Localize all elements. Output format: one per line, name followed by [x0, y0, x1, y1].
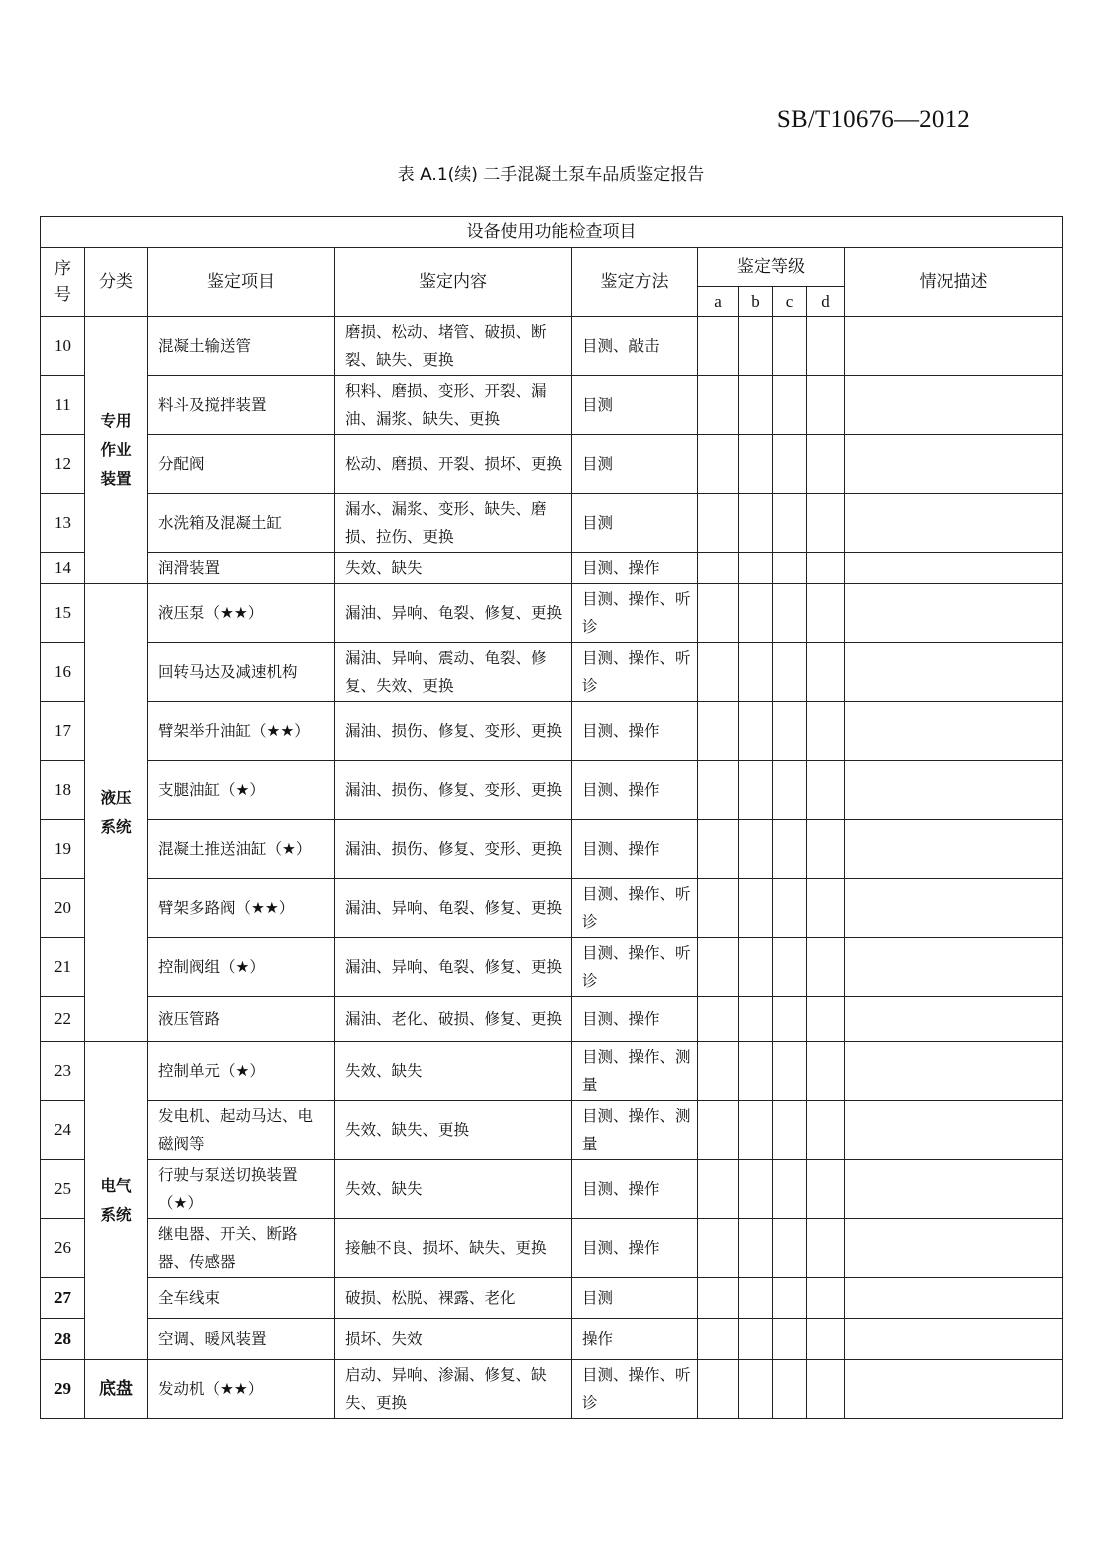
standard-code: SB/T10676—2012 — [776, 106, 970, 133]
content-cell: 启动、异响、渗漏、修复、缺失、更换 — [335, 1360, 572, 1419]
description-cell — [845, 997, 1063, 1042]
grade-a-cell — [698, 584, 739, 643]
grade-c-cell — [773, 820, 807, 879]
content-cell: 漏油、异响、震动、龟裂、修复、失效、更换 — [335, 643, 572, 702]
table-row — [41, 494, 1063, 553]
content-cell: 漏油、异响、龟裂、修复、更换 — [335, 879, 572, 938]
content-cell: 漏水、漏浆、变形、缺失、磨损、拉伤、更换 — [335, 494, 572, 553]
table-row — [41, 1101, 1063, 1160]
table-row — [41, 643, 1063, 702]
description-cell — [845, 435, 1063, 494]
method-cell: 操作 — [572, 1319, 698, 1360]
table-row — [41, 553, 1063, 584]
description-cell — [845, 761, 1063, 820]
row-number: 12 — [41, 435, 85, 494]
grade-c-cell — [773, 1278, 807, 1319]
section-title: 设备使用功能检查项目 — [41, 217, 1063, 248]
row-number: 11 — [41, 376, 85, 435]
grade-a-cell — [698, 553, 739, 584]
row-number: 20 — [41, 879, 85, 938]
item-cell: 控制单元（★） — [148, 1042, 335, 1101]
description-cell — [845, 584, 1063, 643]
grade-a-cell — [698, 879, 739, 938]
method-cell: 目测、操作 — [572, 820, 698, 879]
category-cell: 电气系统 — [85, 1042, 148, 1360]
table-row — [41, 938, 1063, 997]
method-cell: 目测 — [572, 494, 698, 553]
row-number: 29 — [41, 1360, 85, 1419]
description-cell — [845, 317, 1063, 376]
description-cell — [845, 1042, 1063, 1101]
row-number: 10 — [41, 317, 85, 376]
row-number: 21 — [41, 938, 85, 997]
method-cell: 目测、操作、测量 — [572, 1042, 698, 1101]
grade-d-cell — [807, 1219, 845, 1278]
description-cell — [845, 1160, 1063, 1219]
grade-b-cell — [739, 1160, 773, 1219]
grade-c-cell — [773, 938, 807, 997]
content-cell: 松动、磨损、开裂、损坏、更换 — [335, 435, 572, 494]
header-category: 分类 — [85, 248, 148, 317]
row-number: 26 — [41, 1219, 85, 1278]
grade-d-cell — [807, 643, 845, 702]
header-seq: 序号 — [41, 248, 85, 317]
method-cell: 目测、操作 — [572, 997, 698, 1042]
item-cell: 发动机（★★） — [148, 1360, 335, 1419]
description-cell — [845, 1219, 1063, 1278]
grade-d-cell — [807, 761, 845, 820]
grade-d-cell — [807, 1101, 845, 1160]
grade-b-cell — [739, 702, 773, 761]
grade-b-cell — [739, 938, 773, 997]
item-cell: 发电机、起动马达、电磁阀等 — [148, 1101, 335, 1160]
row-number: 25 — [41, 1160, 85, 1219]
content-cell: 漏油、损伤、修复、变形、更换 — [335, 761, 572, 820]
table-row — [41, 1042, 1063, 1101]
method-cell: 目测、操作 — [572, 702, 698, 761]
description-cell — [845, 1319, 1063, 1360]
item-cell: 回转马达及减速机构 — [148, 643, 335, 702]
grade-d-cell — [807, 938, 845, 997]
grade-b-cell — [739, 317, 773, 376]
grade-c-cell — [773, 1360, 807, 1419]
row-number: 27 — [41, 1278, 85, 1319]
row-number: 15 — [41, 584, 85, 643]
grade-d-cell — [807, 317, 845, 376]
content-cell: 失效、缺失、更换 — [335, 1101, 572, 1160]
description-cell — [845, 643, 1063, 702]
row-number: 18 — [41, 761, 85, 820]
table-row — [41, 376, 1063, 435]
grade-c-cell — [773, 1319, 807, 1360]
grade-b-cell — [739, 553, 773, 584]
item-cell: 支腿油缸（★） — [148, 761, 335, 820]
content-cell: 漏油、异响、龟裂、修复、更换 — [335, 938, 572, 997]
grade-c-cell — [773, 584, 807, 643]
header-method: 鉴定方法 — [572, 248, 698, 317]
method-cell: 目测、操作、听诊 — [572, 1360, 698, 1419]
method-cell: 目测 — [572, 435, 698, 494]
row-number: 13 — [41, 494, 85, 553]
grade-b-cell — [739, 997, 773, 1042]
method-cell: 目测、操作、听诊 — [572, 938, 698, 997]
grade-c-cell — [773, 1101, 807, 1160]
header-content: 鉴定内容 — [335, 248, 572, 317]
content-cell: 漏油、损伤、修复、变形、更换 — [335, 702, 572, 761]
table-row — [41, 1219, 1063, 1278]
table-row — [41, 879, 1063, 938]
header-grade-d: d — [807, 287, 845, 317]
item-cell: 料斗及搅拌装置 — [148, 376, 335, 435]
table-row — [41, 997, 1063, 1042]
method-cell: 目测 — [572, 376, 698, 435]
table-row — [41, 435, 1063, 494]
grade-d-cell — [807, 1160, 845, 1219]
category-cell: 液压系统 — [85, 584, 148, 1042]
grade-b-cell — [739, 494, 773, 553]
grade-c-cell — [773, 643, 807, 702]
description-cell — [845, 938, 1063, 997]
grade-d-cell — [807, 1042, 845, 1101]
description-cell — [845, 553, 1063, 584]
grade-b-cell — [739, 376, 773, 435]
content-cell: 漏油、老化、破损、修复、更换 — [335, 997, 572, 1042]
grade-a-cell — [698, 1319, 739, 1360]
grade-a-cell — [698, 1360, 739, 1419]
header-grade: 鉴定等级 — [698, 248, 845, 287]
table-row — [41, 1319, 1063, 1360]
table-row — [41, 584, 1063, 643]
grade-b-cell — [739, 1042, 773, 1101]
item-cell: 水洗箱及混凝土缸 — [148, 494, 335, 553]
grade-b-cell — [739, 879, 773, 938]
inspection-table — [40, 216, 1063, 1419]
item-cell: 空调、暖风装置 — [148, 1319, 335, 1360]
header-grade-a: a — [698, 287, 739, 317]
method-cell: 目测、操作 — [572, 1160, 698, 1219]
item-cell: 控制阀组（★） — [148, 938, 335, 997]
item-cell: 全车线束 — [148, 1278, 335, 1319]
grade-d-cell — [807, 1319, 845, 1360]
grade-c-cell — [773, 879, 807, 938]
content-cell: 失效、缺失 — [335, 1160, 572, 1219]
category-cell: 专用作业装置 — [85, 317, 148, 584]
grade-a-cell — [698, 1160, 739, 1219]
grade-a-cell — [698, 820, 739, 879]
method-cell: 目测 — [572, 1278, 698, 1319]
grade-c-cell — [773, 761, 807, 820]
item-cell: 液压泵（★★） — [148, 584, 335, 643]
table-body — [41, 217, 1063, 1419]
description-cell — [845, 1360, 1063, 1419]
grade-a-cell — [698, 494, 739, 553]
grade-a-cell — [698, 1101, 739, 1160]
grade-b-cell — [739, 435, 773, 494]
table-row — [41, 1360, 1063, 1419]
grade-b-cell — [739, 584, 773, 643]
grade-a-cell — [698, 643, 739, 702]
item-cell: 润滑装置 — [148, 553, 335, 584]
item-cell: 臂架多路阀（★★） — [148, 879, 335, 938]
row-number: 24 — [41, 1101, 85, 1160]
grade-a-cell — [698, 761, 739, 820]
content-cell: 失效、缺失 — [335, 553, 572, 584]
grade-d-cell — [807, 702, 845, 761]
grade-a-cell — [698, 317, 739, 376]
grade-c-cell — [773, 1160, 807, 1219]
header-description: 情况描述 — [845, 248, 1063, 317]
table-row — [41, 1278, 1063, 1319]
content-cell: 损坏、失效 — [335, 1319, 572, 1360]
item-cell: 液压管路 — [148, 997, 335, 1042]
row-number: 22 — [41, 997, 85, 1042]
content-cell: 破损、松脱、裸露、老化 — [335, 1278, 572, 1319]
grade-b-cell — [739, 643, 773, 702]
grade-b-cell — [739, 1219, 773, 1278]
method-cell: 目测、操作、听诊 — [572, 584, 698, 643]
table-row — [41, 317, 1063, 376]
grade-d-cell — [807, 435, 845, 494]
grade-b-cell — [739, 761, 773, 820]
grade-c-cell — [773, 435, 807, 494]
grade-b-cell — [739, 1360, 773, 1419]
description-cell — [845, 702, 1063, 761]
category-cell: 底盘 — [85, 1360, 148, 1419]
grade-c-cell — [773, 317, 807, 376]
grade-a-cell — [698, 435, 739, 494]
grade-a-cell — [698, 702, 739, 761]
grade-a-cell — [698, 376, 739, 435]
method-cell: 目测、敲击 — [572, 317, 698, 376]
method-cell: 目测、操作 — [572, 1219, 698, 1278]
item-cell: 分配阀 — [148, 435, 335, 494]
grade-d-cell — [807, 1360, 845, 1419]
table-row — [41, 702, 1063, 761]
table-row — [41, 1160, 1063, 1219]
grade-b-cell — [739, 1319, 773, 1360]
row-number: 17 — [41, 702, 85, 761]
method-cell: 目测、操作、听诊 — [572, 643, 698, 702]
description-cell — [845, 494, 1063, 553]
item-cell: 继电器、开关、断路器、传感器 — [148, 1219, 335, 1278]
table-row — [41, 761, 1063, 820]
grade-c-cell — [773, 376, 807, 435]
grade-c-cell — [773, 702, 807, 761]
grade-d-cell — [807, 1278, 845, 1319]
content-cell: 漏油、损伤、修复、变形、更换 — [335, 820, 572, 879]
grade-a-cell — [698, 1042, 739, 1101]
method-cell: 目测、操作 — [572, 553, 698, 584]
grade-a-cell — [698, 997, 739, 1042]
grade-a-cell — [698, 1219, 739, 1278]
header-item: 鉴定项目 — [148, 248, 335, 317]
item-cell: 行驶与泵送切换装置（★） — [148, 1160, 335, 1219]
table-row — [41, 820, 1063, 879]
content-cell: 失效、缺失 — [335, 1042, 572, 1101]
row-number: 16 — [41, 643, 85, 702]
item-cell: 混凝土推送油缸（★） — [148, 820, 335, 879]
method-cell: 目测、操作 — [572, 761, 698, 820]
row-number: 23 — [41, 1042, 85, 1101]
grade-a-cell — [698, 938, 739, 997]
method-cell: 目测、操作、听诊 — [572, 879, 698, 938]
grade-d-cell — [807, 997, 845, 1042]
grade-b-cell — [739, 1101, 773, 1160]
description-cell — [845, 376, 1063, 435]
description-cell — [845, 879, 1063, 938]
grade-c-cell — [773, 1042, 807, 1101]
content-cell: 磨损、松动、堵管、破损、断裂、缺失、更换 — [335, 317, 572, 376]
grade-d-cell — [807, 584, 845, 643]
grade-b-cell — [739, 820, 773, 879]
grade-d-cell — [807, 553, 845, 584]
description-cell — [845, 820, 1063, 879]
item-cell: 臂架举升油缸（★★） — [148, 702, 335, 761]
grade-d-cell — [807, 376, 845, 435]
content-cell: 接触不良、损坏、缺失、更换 — [335, 1219, 572, 1278]
method-cell: 目测、操作、测量 — [572, 1101, 698, 1160]
content-cell: 积料、磨损、变形、开裂、漏油、漏浆、缺失、更换 — [335, 376, 572, 435]
header-grade-b: b — [739, 287, 773, 317]
grade-a-cell — [698, 1278, 739, 1319]
row-number: 28 — [41, 1319, 85, 1360]
row-number: 19 — [41, 820, 85, 879]
header-grade-c: c — [773, 287, 807, 317]
grade-c-cell — [773, 553, 807, 584]
grade-c-cell — [773, 494, 807, 553]
grade-d-cell — [807, 879, 845, 938]
content-cell: 漏油、异响、龟裂、修复、更换 — [335, 584, 572, 643]
row-number: 14 — [41, 553, 85, 584]
grade-c-cell — [773, 1219, 807, 1278]
grade-d-cell — [807, 494, 845, 553]
table-caption: 表 A.1(续) 二手混凝土泵车品质鉴定报告 — [397, 165, 705, 185]
grade-b-cell — [739, 1278, 773, 1319]
item-cell: 混凝土输送管 — [148, 317, 335, 376]
description-cell — [845, 1101, 1063, 1160]
description-cell — [845, 1278, 1063, 1319]
grade-c-cell — [773, 997, 807, 1042]
grade-d-cell — [807, 820, 845, 879]
